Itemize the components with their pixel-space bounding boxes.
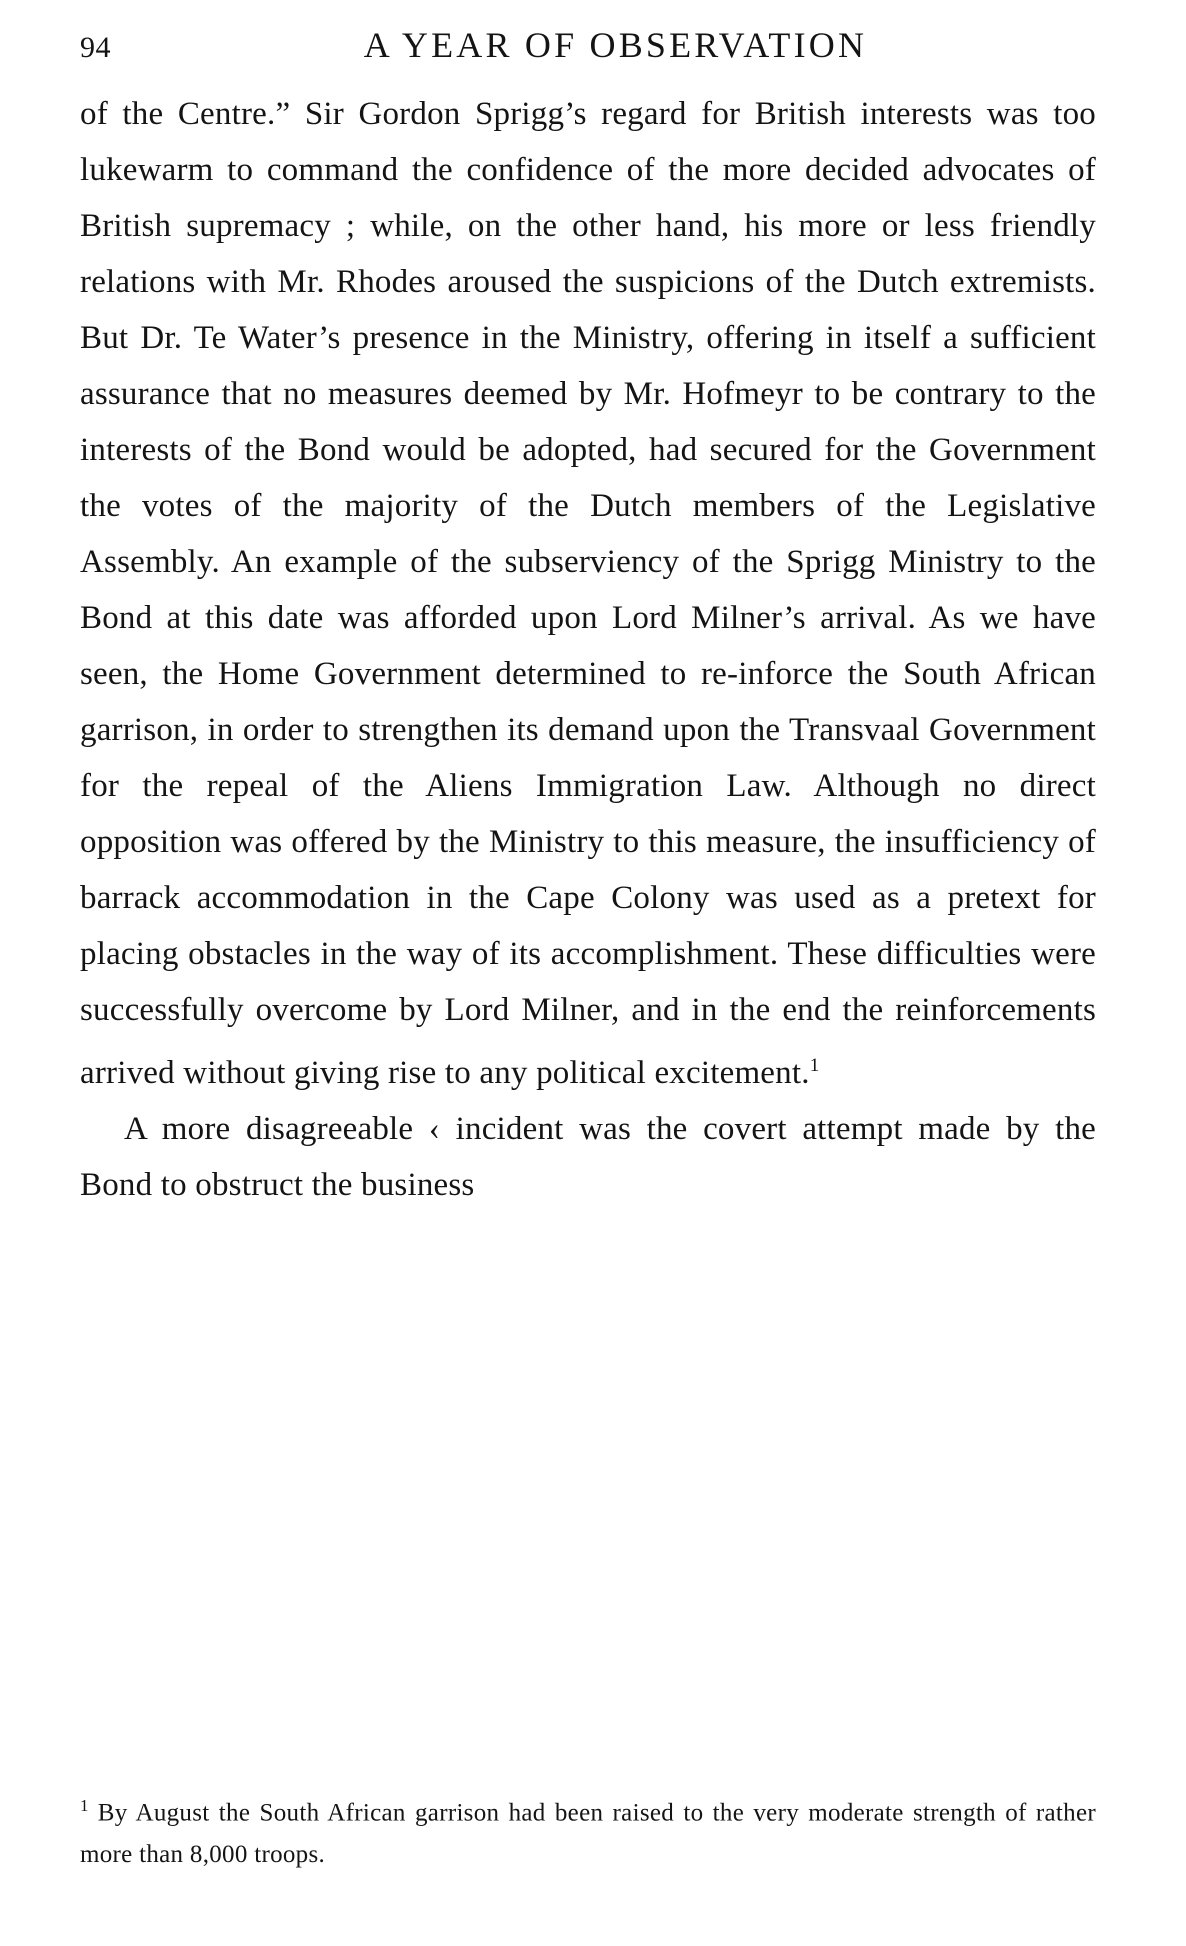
- footnote-line: [80, 1785, 1096, 1876]
- paragraph-2-text: A more disagreeable ‹ incident was the covert attempt made by the Bond to obstruct the business: [80, 1111, 1096, 1203]
- page-header: [0, 24, 1186, 66]
- footnote: [80, 1785, 1096, 1876]
- footnote-text: By August the South African garrison had been raised to the very moderate strength of rather more than 8,000 troops.: [80, 1799, 1096, 1868]
- paragraph-2: [80, 1101, 1096, 1213]
- paragraph-1-text: of the Centre.” Sir Gordon Sprigg’s regard for British interests was too lukewarm to command the confidence of the more decided advocates of British supremacy ; while, on the other hand, his more or less friendly relations with Mr. Rhodes aroused the suspicions of the Dutch extremists. But Dr. Te Water’s presence in the Ministry, offering in itself a sufficient assurance that no measures deemed by Mr. Hofmeyr to be contrary to the interests of the Bond would be adopted, had secured for the Government the votes of the majority of the Dutch members of the Legislative Assembly. An example of the subserviency of the Sprigg Ministry to the Bond at this date was afforded upon Lord Milner’s arrival. As we have seen, the Home Government determined to re-inforce the South African garrison, in order to strengthen its demand upon the Transvaal Government for the repeal of the Aliens Immigration Law. Although no direct opposition was offered by the Ministry to this measure, the insufficiency of barrack accommodation in the Cape Colony was used as a pretext for placing obstacles in the way of its accomplishment. These difficulties were successfully overcome by Lord Milner, and in the end the reinforcements arrived without giving rise to any political excitement.: [80, 96, 1096, 1091]
- page-number: 94: [80, 31, 111, 64]
- footnote-marker: 1: [80, 1795, 89, 1815]
- body-text: [0, 86, 1186, 1213]
- page: [0, 24, 1186, 1946]
- paragraph-1: [80, 86, 1096, 1101]
- footnote-reference: 1: [809, 1055, 820, 1076]
- running-title: A YEAR OF OBSERVATION: [363, 25, 868, 65]
